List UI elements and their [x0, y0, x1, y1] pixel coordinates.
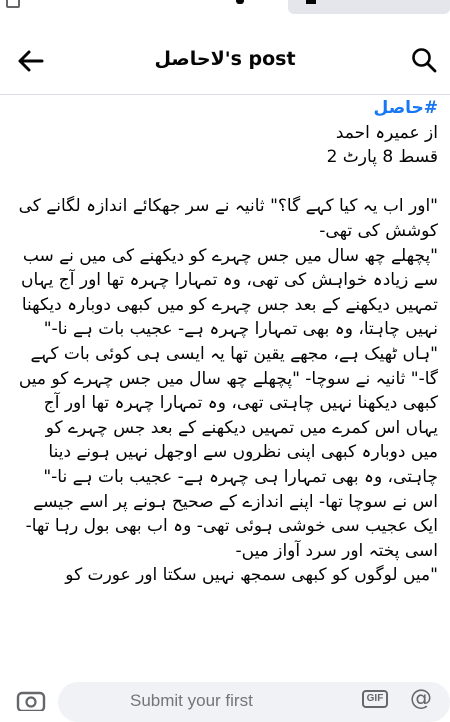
- comment-field[interactable]: [58, 682, 450, 722]
- back-arrow-icon: [16, 48, 46, 74]
- partial-icon: [236, 0, 244, 4]
- hashtag-link[interactable]: #حاصل: [373, 98, 438, 118]
- post-line-blank: [14, 170, 438, 195]
- partial-icon: [6, 0, 20, 8]
- post-paragraph: اس نے سوچا تھا- اپنے اندازے کے صحیح ہونے پر اسے جیسے ایک عجیب سی خوشی ہوئی تھی- وہ اب بھی بول رہا تھا- اسی پختہ اور سرد آواز میں-: [25, 491, 438, 561]
- post-paragraph: "ہاں ٹھیک ہے، مجھے یقین تھا یہ ایسی ہی کوئی بات کہے گا-" ثانیہ نے سوچا- "پچھلے چھ سال میں جس چہرے کو میں کبھی دیکھنا نہیں چاہتی تھی، وہ تمہارا چہرہ تھا اور آج یہاں اس کمرے میں تمہیں دیکھنے کے بعد جس چہرے کو میں دوبارہ کبھی اپنی نظروں سے اوجھل نہیں ہونے دینا چاہتی، وہ بھی تمہارا ہی چہرہ ہے- عجیب بات ہے نا-": [18, 343, 438, 487]
- previous-screen-strip: [0, 0, 450, 20]
- post-paragraph: "پچھلے چھ سال میں جس چہرے کو دیکھنے کی میں نے سب سے زیادہ خواہش کی تھی، وہ تمہارا چہرہ تھا اور آج یہاں تمہیں دیکھنے کے بعد جس چہرے کو میں کبھی دوبارہ دیکھنا نہیں چاہتا، وہ بھی تمہارا چہرہ ہے- عجیب بات ہے نا-": [21, 245, 438, 340]
- page-title: [60, 48, 390, 70]
- post-paragraph: "میں لوگوں کو کبھی سمجھ نہیں سکتا اور عورت کو: [65, 565, 438, 586]
- post-paragraph: "اور اب یہ کیا کہے گا؟" ثانیہ نے سر جھکائے اندازہ لگانے کی کوشش کی تھی-: [18, 196, 438, 241]
- camera-button[interactable]: [16, 689, 46, 711]
- camera-icon: [16, 689, 46, 711]
- post-header: [0, 28, 450, 95]
- post-line: قسط 8 پارٹ 2: [326, 147, 438, 168]
- partial-icon: [306, 0, 316, 4]
- comment-bar: [0, 680, 450, 720]
- post-line: از عمیرہ احمد: [335, 122, 438, 143]
- post-body: [14, 96, 438, 588]
- at-icon[interactable]: @: [410, 686, 432, 711]
- post-author-name: لاحاصل: [154, 48, 225, 70]
- search-button[interactable]: [410, 46, 438, 74]
- back-button[interactable]: [16, 48, 46, 74]
- title-suffix: 's post: [224, 48, 296, 70]
- gif-icon[interactable]: GIF: [362, 690, 388, 708]
- partial-button: [288, 0, 450, 14]
- comment-input[interactable]: [120, 686, 360, 716]
- search-icon: [410, 46, 438, 74]
